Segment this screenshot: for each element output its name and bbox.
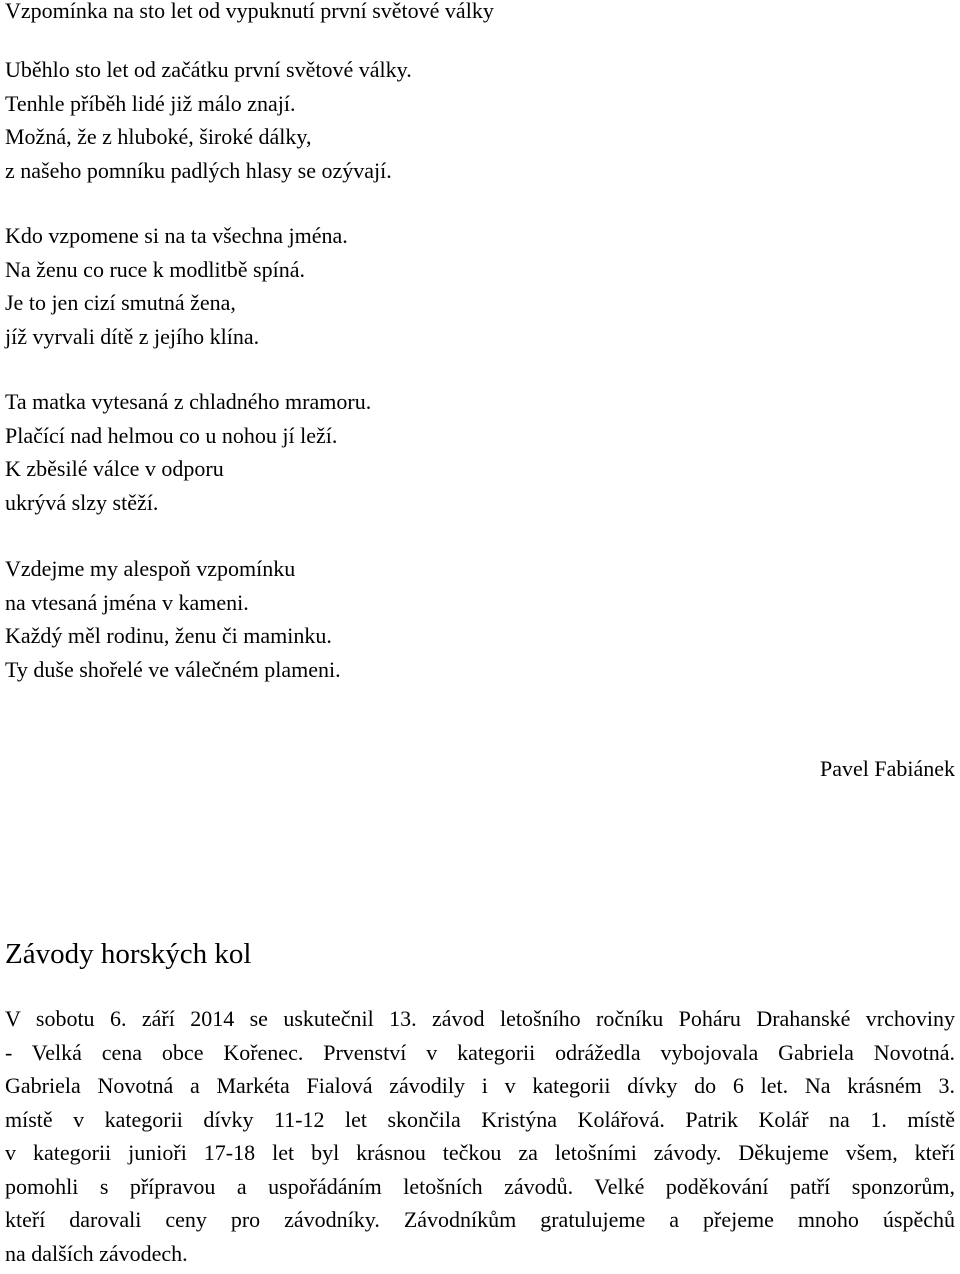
poem-line: Tenhle příběh lidé již málo znají. <box>5 91 412 125</box>
paragraph-line: Gabriela Novotná a Markéta Fialová závodily i v kategorii dívky do 6 let. Na krásném 3. <box>5 1073 955 1107</box>
paragraph-line: v kategorii junioři 17-18 let byl krásnou tečkou za letošními závody. Děkujeme všem, kteří <box>5 1140 955 1174</box>
poem-line: jíž vyrvali dítě z jejího klína. <box>5 324 348 358</box>
paragraph-line: V sobotu 6. září 2014 se uskutečnil 13. závod letošního ročníku Poháru Drahanské vrchoviny <box>5 1006 955 1040</box>
poem-line: Kdo vzpomene si na ta všechna jména. <box>5 223 348 257</box>
poem-line: Vzdejme my alespoň vzpomínku <box>5 556 341 590</box>
article-title: Závody horských kol <box>5 937 251 971</box>
poem-line: K zběsilé válce v odporu <box>5 456 371 490</box>
poem-line: Uběhlo sto let od začátku první světové války. <box>5 57 412 91</box>
poem-author: Pavel Fabiánek <box>820 756 955 782</box>
poem-stanza-1 <box>5 57 412 191</box>
poem-title: Vzpomínka na sto let od vypuknutí první světové války <box>5 0 494 24</box>
paragraph-line: místě v kategorii dívky 11-12 let skončila Kristýna Kolářová. Patrik Kolář na 1. místě <box>5 1107 955 1141</box>
poem-line: Je to jen cizí smutná žena, <box>5 290 348 324</box>
poem-line: Každý měl rodinu, ženu či maminku. <box>5 623 341 657</box>
poem-line: Na ženu co ruce k modlitbě spíná. <box>5 257 348 291</box>
paragraph-line: na dalších závodech. <box>5 1241 955 1274</box>
paragraph-line: kteří darovali ceny pro závodníky. Závodníkům gratulujeme a přejeme mnoho úspěchů <box>5 1207 955 1241</box>
poem-line: Plačící nad helmou co u nohou jí leží. <box>5 423 371 457</box>
poem-line: na vtesaná jména v kameni. <box>5 590 341 624</box>
poem-stanza-3 <box>5 389 371 523</box>
poem-stanza-4 <box>5 556 341 690</box>
poem-line: z našeho pomníku padlých hlasy se ozývají. <box>5 158 412 192</box>
article-paragraph <box>5 1006 955 1274</box>
paragraph-line: pomohli s přípravou a uspořádáním letošních závodů. Velké poděkování patří sponzorům, <box>5 1174 955 1208</box>
poem-line: Ty duše shořelé ve válečném plameni. <box>5 657 341 691</box>
paragraph-line: - Velká cena obce Kořenec. Prvenství v kategorii odrážedla vybojovala Gabriela Novotná. <box>5 1040 955 1074</box>
poem-line: ukrývá slzy stěží. <box>5 490 371 524</box>
poem-stanza-2 <box>5 223 348 357</box>
poem-line: Možná, že z hluboké, široké dálky, <box>5 124 412 158</box>
poem-line: Ta matka vytesaná z chladného mramoru. <box>5 389 371 423</box>
